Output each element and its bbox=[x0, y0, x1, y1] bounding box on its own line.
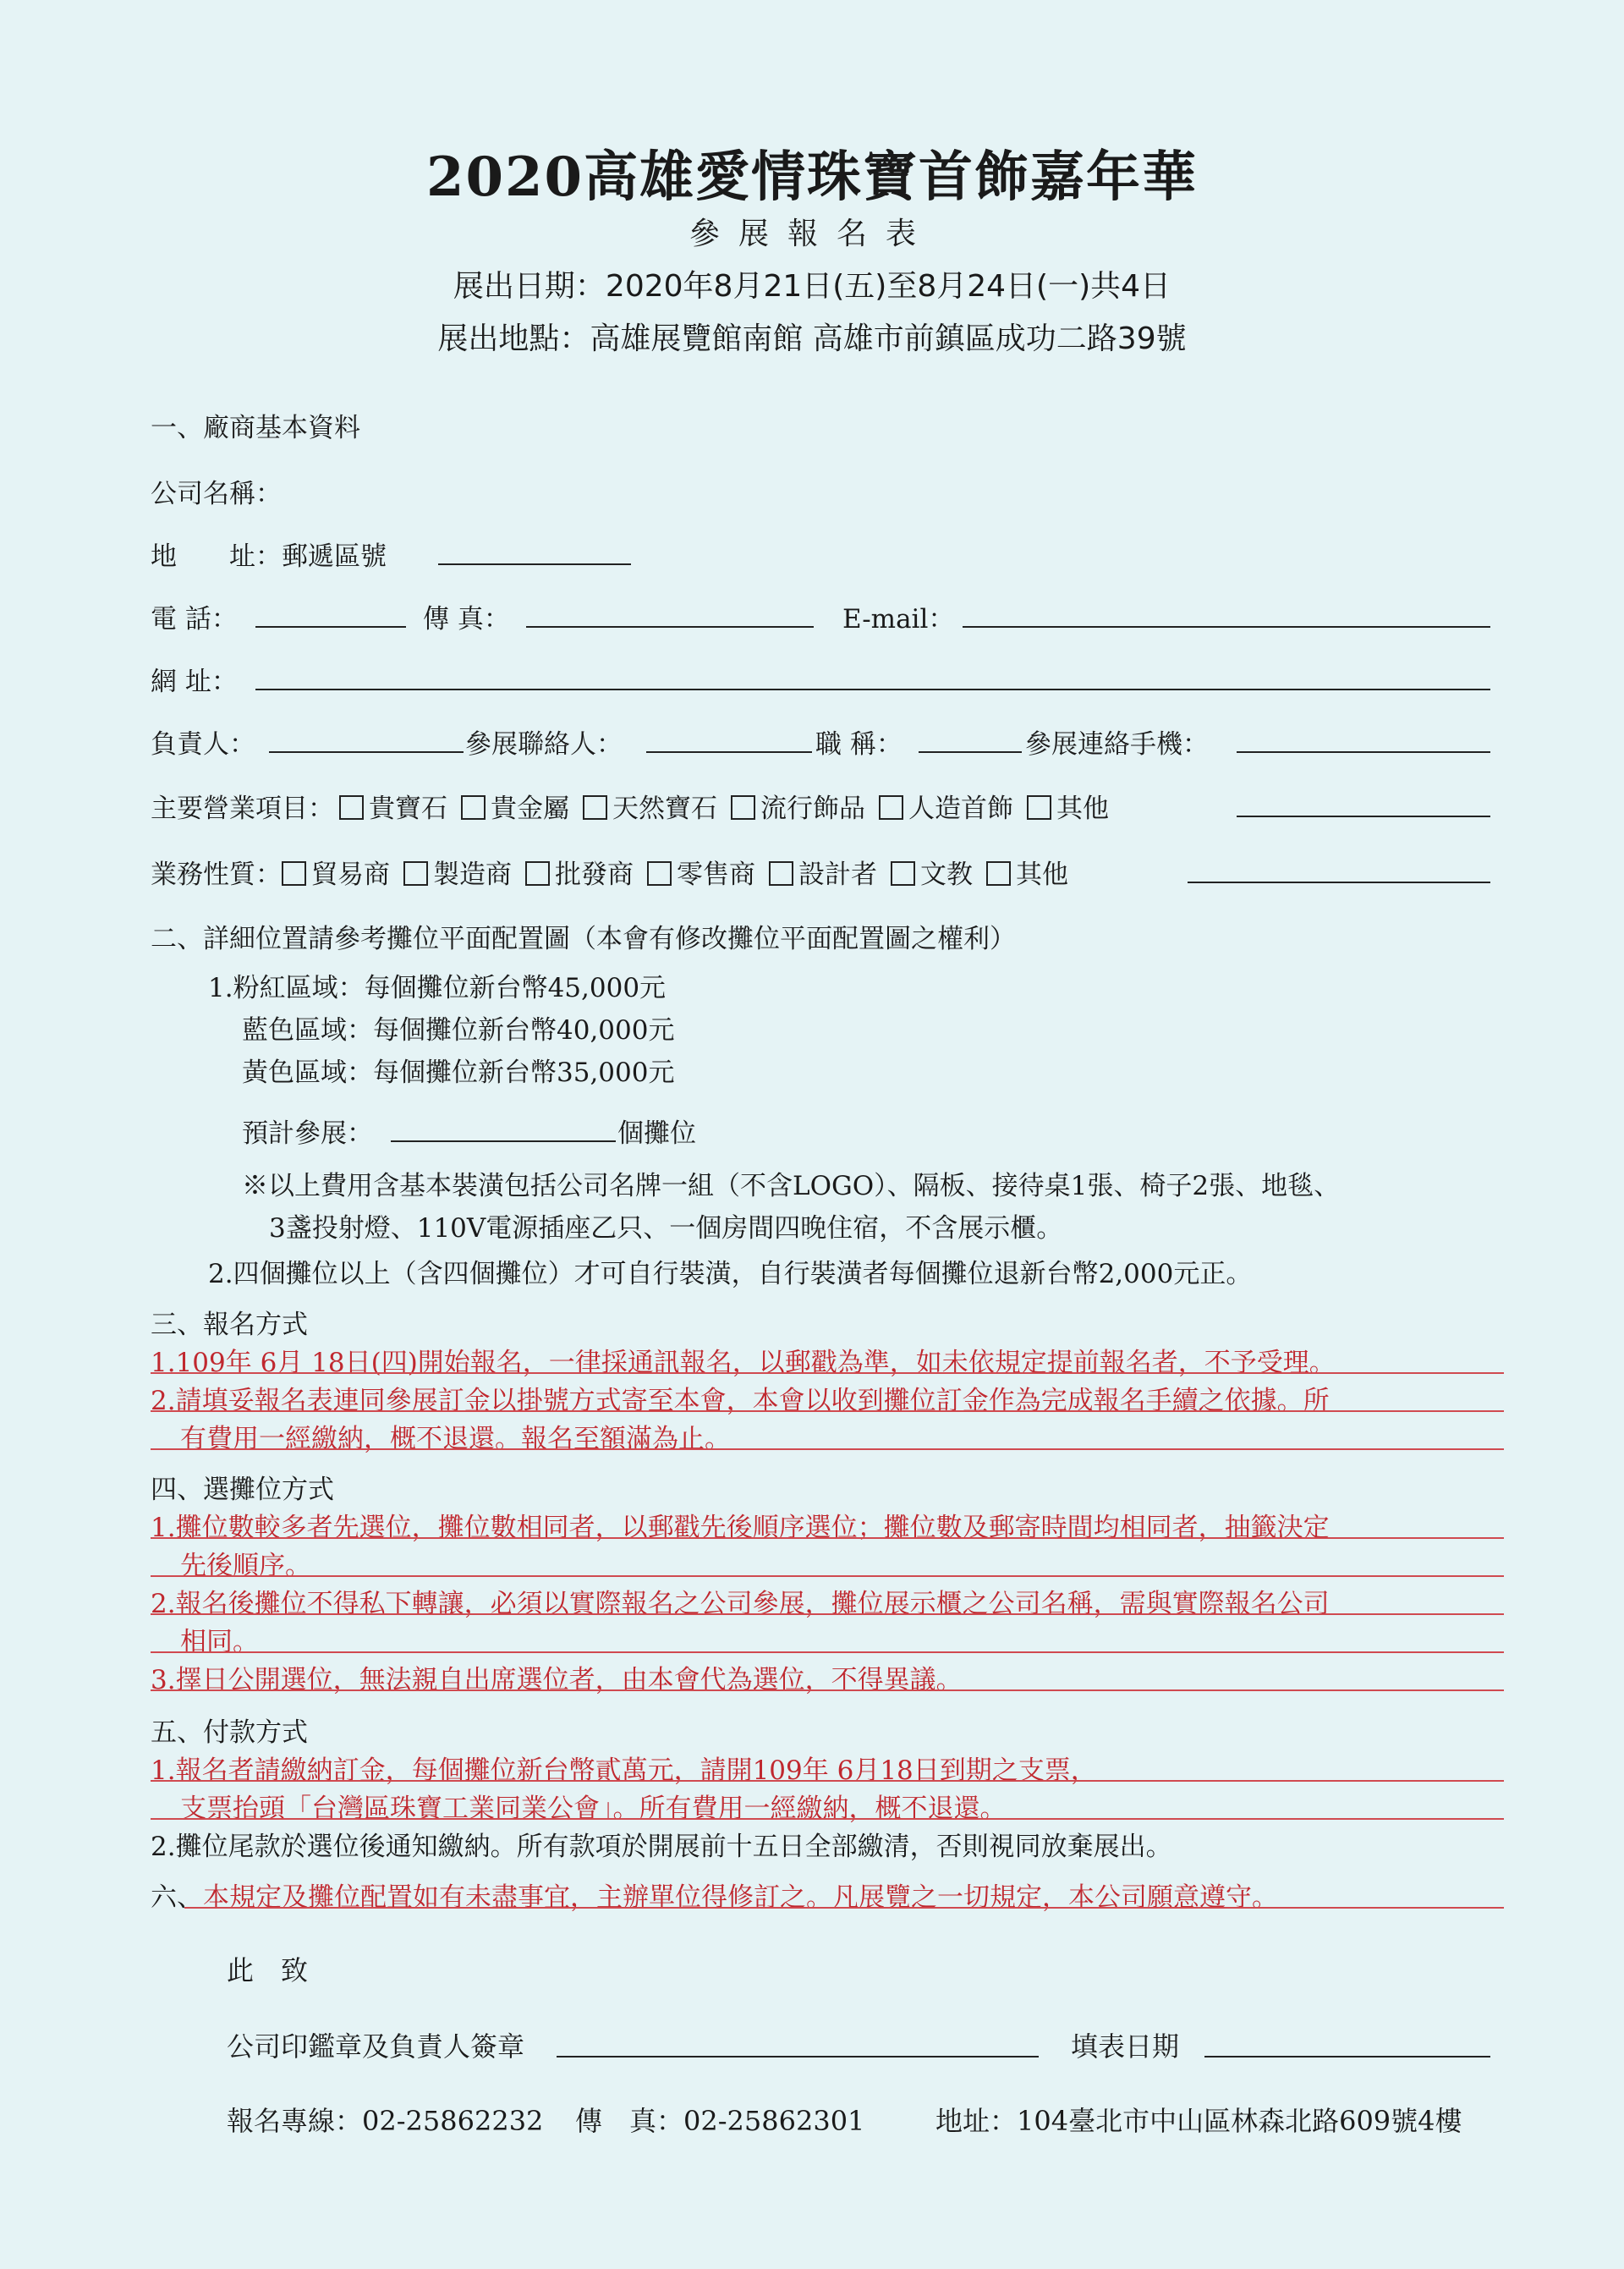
checkbox-business-other[interactable] bbox=[1027, 795, 1051, 820]
business-item-label: 人造首飾 bbox=[908, 794, 1013, 824]
checkbox-precious-gems[interactable] bbox=[339, 795, 364, 820]
job-title-field[interactable] bbox=[919, 751, 1022, 753]
red-rule-line bbox=[151, 1780, 1504, 1782]
checkbox-trader[interactable] bbox=[282, 861, 306, 886]
blue-zone-price: 藍色區域：每個攤位新台幣40,000元 bbox=[242, 1015, 675, 1046]
red-rule-line bbox=[151, 1651, 1504, 1653]
checkbox-retailer[interactable] bbox=[647, 861, 672, 886]
checkbox-precious-metals[interactable] bbox=[461, 795, 486, 820]
checkbox-designer[interactable] bbox=[769, 861, 793, 886]
website-field[interactable] bbox=[255, 689, 1490, 690]
mobile-label: 參展連絡手機： bbox=[1025, 729, 1209, 760]
seal-signature-field[interactable] bbox=[557, 2056, 1039, 2057]
business-label: 主要營業項目： bbox=[151, 794, 334, 824]
fax-number: 傳 真：02-25862301 bbox=[575, 2105, 865, 2137]
pink-zone-price: 1.粉紅區域：每個攤位新台幣45,000元 bbox=[208, 973, 667, 1003]
booth-selection-rule-3: 3.擇日公開選位，無法親自出席選位者，由本會代為選位，不得異議。 bbox=[151, 1665, 963, 1695]
checkbox-manufacturer[interactable] bbox=[403, 861, 428, 886]
job-title-label: 職 稱： bbox=[815, 729, 903, 760]
section-5-heading: 五、付款方式 bbox=[151, 1717, 308, 1748]
booth-count-label: 預計參展： bbox=[242, 1118, 373, 1149]
phone-field[interactable] bbox=[255, 626, 406, 628]
red-rule-line bbox=[151, 1372, 1504, 1374]
red-rule-line bbox=[184, 1907, 1504, 1909]
red-rule-line bbox=[151, 1818, 1504, 1820]
contact-label: 參展聯絡人： bbox=[465, 729, 623, 760]
exhibition-venue: 展出地點：高雄展覽館南館 高雄市前鎮區成功二路39號 bbox=[437, 321, 1187, 356]
fee-note-line-2: 3盞投射燈、110V電源插座乙只、一個房間四晚住宿，不含展示櫃。 bbox=[269, 1213, 1063, 1244]
section-4-heading: 四、選攤位方式 bbox=[151, 1475, 334, 1505]
office-address: 地址：104臺北市中山區林森北路609號4樓 bbox=[935, 2105, 1462, 2137]
owner-label: 負責人： bbox=[151, 729, 255, 760]
checkbox-natural-gems[interactable] bbox=[583, 795, 607, 820]
nature-item-label: 貿易商 bbox=[311, 860, 390, 890]
booth-unit-label: 個攤位 bbox=[617, 1118, 696, 1149]
booth-selection-rule-1a: 1.攤位數較多者先選位，攤位數相同者，以郵戳先後順序選位；攤位數及郵寄時間均相同者，抽籤決定 bbox=[151, 1513, 1330, 1543]
email-label: E-mail： bbox=[842, 604, 955, 635]
registration-rule-2a: 2.請填妥報名表連同參展訂金以掛號方式寄至本會，本會以收到攤位訂金作為完成報名手續之依據。所 bbox=[151, 1386, 1330, 1416]
booth-count-field[interactable] bbox=[391, 1140, 616, 1142]
payment-rule-1a: 1.報名者請繳納訂金，每個攤位新台幣貳萬元，請開109年 6月18日到期之支票， bbox=[151, 1755, 1097, 1786]
section-2-heading: 二、詳細位置請參考攤位平面配置圖（本會有修改攤位平面配置圖之權利） bbox=[151, 924, 1016, 954]
section-3-heading: 三、報名方式 bbox=[151, 1310, 308, 1340]
nature-item-label: 其他 bbox=[1016, 860, 1068, 890]
address-label: 地 址：郵遞區號 bbox=[151, 541, 387, 572]
salutation: 此 致 bbox=[227, 1954, 309, 1986]
business-other-field[interactable] bbox=[1237, 816, 1490, 817]
checkbox-fashion-jewelry[interactable] bbox=[731, 795, 755, 820]
fill-date-label: 填表日期 bbox=[1071, 2030, 1180, 2063]
postal-code-field[interactable] bbox=[438, 563, 631, 565]
booth-selection-rule-1b: 先後順序。 bbox=[180, 1551, 311, 1581]
nature-other-field[interactable] bbox=[1188, 882, 1490, 883]
phone-label: 電 話： bbox=[151, 604, 238, 635]
hotline: 報名專線：02-25862232 bbox=[227, 2105, 544, 2137]
fax-label: 傳 真： bbox=[423, 604, 510, 635]
registration-rule-2b: 有費用一經繳納，概不退還。報名至額滿為止。 bbox=[180, 1424, 731, 1454]
business-nature-row bbox=[151, 853, 1068, 891]
checkbox-nature-other[interactable] bbox=[986, 861, 1011, 886]
website-label: 網 址： bbox=[151, 667, 238, 697]
business-item-label: 其他 bbox=[1056, 794, 1109, 824]
checkbox-wholesaler[interactable] bbox=[525, 861, 550, 886]
nature-item-label: 文教 bbox=[920, 860, 973, 890]
payment-rule-2: 2.攤位尾款於選位後通知繳納。所有款項於開展前十五日全部繳清，否則視同放棄展出。 bbox=[151, 1832, 1172, 1862]
seal-signature-label: 公司印鑑章及負責人簽章 bbox=[227, 2030, 525, 2063]
section-1-heading: 一、廠商基本資料 bbox=[151, 413, 360, 443]
section-6-text: 本規定及攤位配置如有未盡事宜，主辦單位得修訂之。凡展覽之一切規定，本公司願意遵守。 bbox=[203, 1882, 1278, 1913]
red-rule-line bbox=[151, 1575, 1504, 1577]
mobile-field[interactable] bbox=[1237, 751, 1490, 753]
section-6-prefix: 六、 bbox=[151, 1882, 203, 1913]
nature-item-label: 批發商 bbox=[555, 860, 634, 890]
red-rule-line bbox=[151, 1410, 1504, 1412]
red-rule-line bbox=[151, 1537, 1504, 1539]
owner-field[interactable] bbox=[269, 751, 464, 753]
red-rule-line bbox=[151, 1448, 1504, 1450]
nature-item-label: 設計者 bbox=[798, 860, 877, 890]
fill-date-field[interactable] bbox=[1204, 2056, 1490, 2057]
contact-field[interactable] bbox=[646, 751, 812, 753]
red-rule-line bbox=[151, 1613, 1504, 1615]
nature-item-label: 製造商 bbox=[433, 860, 512, 890]
red-rule-line bbox=[151, 1689, 1504, 1691]
email-field[interactable] bbox=[963, 626, 1490, 628]
fee-note-line-1: ※以上費用含基本裝潢包括公司名牌一組（不含LOGO）、隔板、接待桌1張、椅子2張、地毯、 bbox=[242, 1171, 1341, 1201]
payment-rule-1b: 支票抬頭「台灣區珠寶工業同業公會」。所有費用一經繳納，概不退還。 bbox=[180, 1794, 1007, 1824]
business-items-row bbox=[151, 787, 1109, 825]
self-decoration-rule: 2.四個攤位以上（含四個攤位）才可自行裝潢，自行裝潢者每個攤位退新台幣2,000元正。 bbox=[208, 1259, 1253, 1289]
page-title: 2020高雄愛情珠寶首飾嘉年華 bbox=[425, 146, 1199, 209]
checkbox-artificial-jewelry[interactable] bbox=[879, 795, 903, 820]
booth-selection-rule-2b: 相同。 bbox=[180, 1627, 259, 1657]
business-item-label: 流行飾品 bbox=[760, 794, 865, 824]
nature-item-label: 零售商 bbox=[677, 860, 755, 890]
form-subtitle: 參展報名表 bbox=[689, 217, 935, 251]
registration-rule-1: 1.109年 6月 18日(四)開始報名，一律採通訊報名，以郵戳為準，如未依規定提前報名者，不予受理。 bbox=[151, 1348, 1336, 1378]
business-item-label: 貴寶石 bbox=[369, 794, 447, 824]
nature-label: 業務性質： bbox=[151, 860, 282, 890]
business-item-label: 貴金屬 bbox=[491, 794, 569, 824]
yellow-zone-price: 黃色區域：每個攤位新台幣35,000元 bbox=[242, 1058, 675, 1088]
booth-selection-rule-2a: 2.報名後攤位不得私下轉讓，必須以實際報名之公司參展，攤位展示櫃之公司名稱，需與實際報名公司 bbox=[151, 1589, 1330, 1619]
checkbox-education[interactable] bbox=[891, 861, 915, 886]
company-name-label: 公司名稱： bbox=[151, 479, 282, 509]
fax-field[interactable] bbox=[526, 626, 814, 628]
exhibition-dates: 展出日期：2020年8月21日(五)至8月24日(一)共4日 bbox=[453, 269, 1171, 304]
business-item-label: 天然寶石 bbox=[612, 794, 717, 824]
